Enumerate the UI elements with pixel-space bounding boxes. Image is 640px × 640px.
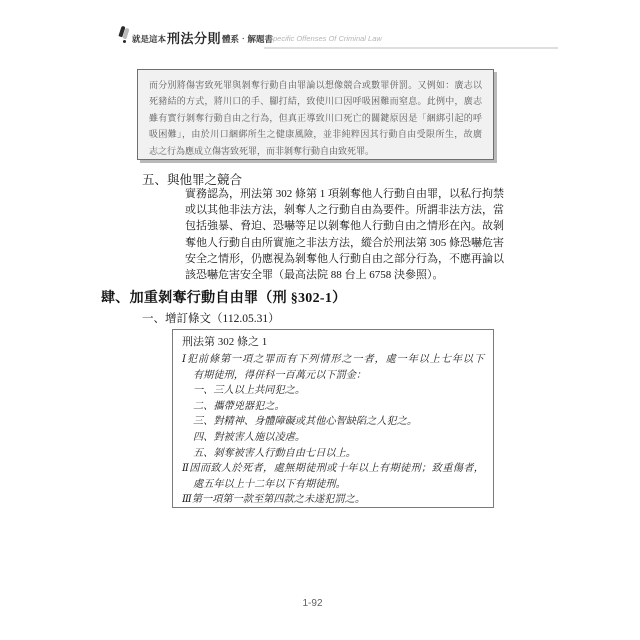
statute-line: Ⅱ因而致人於死者，處無期徒刑或十年以上有期徒刑；致重傷者， <box>182 463 484 475</box>
quote-line: 死豬結的方式，將川口的手、腳打結，致使川口因呼吸困難而窒息。此例中，廣志 <box>149 96 482 107</box>
brand-prefix: 就是這本 <box>132 34 167 44</box>
statute-article-title: 刑法第 302 條之 1 <box>182 336 268 348</box>
subsection-amendment-heading: 一、增訂條文（112.05.31） <box>142 313 280 325</box>
header-divider-rule <box>264 47 558 49</box>
exclamation-brush-icon <box>117 26 131 46</box>
paragraph-line: 實務認為，刑法第 302 條第 1 項剝奪他人行動自由罪，以私行拘禁 <box>185 188 504 200</box>
exclamation-dot <box>123 40 126 43</box>
brand-title: 刑法分則 <box>167 31 222 46</box>
paragraph-line: 安全之情形，仍應視為剝奪他人行動自由之部分行為，不應再論以 <box>185 252 504 265</box>
quote-line: 雖有實行剝奪行動自由之行為，但真正導致川口死亡的關鍵原因是「綑綁引起的呼 <box>149 112 482 123</box>
quote-line: 志之行為應成立傷害致死罪，而非剝奪行動自由致死罪。 <box>149 145 375 156</box>
page-number: 1-92 <box>302 598 323 609</box>
section-four-heading: 肆、加重剝奪行動自由罪（刑 §302-1） <box>101 291 347 306</box>
statute-item-line: 五、剝奪被害人行動自由七日以上。 <box>193 447 356 459</box>
statute-item-line: 二、攜帶兇器犯之。 <box>193 400 285 412</box>
paragraph-line: 該恐嚇危害安全罪（最高法院 88 台上 6758 決參照）。 <box>185 269 444 282</box>
section-five-paragraph <box>185 186 504 283</box>
statute-item-line: 三、對精神、身體障礙或其他心智缺陷之人犯之。 <box>193 416 418 428</box>
quote-line: 吸困難」，由於川口綑綁所生之健康風險，並非純粹因其行動自由受限所生，故廣 <box>149 129 482 140</box>
statute-article-box <box>172 329 494 508</box>
brand-english-subtitle: Specific Offenses Of Criminal Law <box>268 34 382 43</box>
statute-item-line: 四、對被害人施以凌虐。 <box>193 431 306 443</box>
quote-line: 而分別將傷害致死罪與剝奪行動自由罪論以想像競合或數罪併罰。又例如：廣志以 <box>149 80 482 90</box>
paragraph-line: 奪他人行動自由所實施之非法方法，縱合於刑法第 305 條恐嚇危害 <box>185 236 504 249</box>
statute-line: 有期徒刑，得併科一百萬元以下罰金： <box>193 369 367 381</box>
statute-item-line: 一、三人以上共同犯之。 <box>193 385 306 397</box>
paragraph-line: 或以其他非法方法，剝奪人之行動自由為要件。所謂非法方法，當 <box>185 204 504 217</box>
commentary-quote-box <box>137 69 494 160</box>
statute-line: Ⅰ犯前條第一項之罪而有下列情形之一者，處一年以上七年以下 <box>182 354 484 365</box>
section-five-heading: 五、與他罪之競合 <box>142 173 243 187</box>
statute-line: 處五年以上十二年以下有期徒刑。 <box>193 478 346 490</box>
statute-line: Ⅲ第一項第一款至第四款之未遂犯罰之。 <box>182 494 366 506</box>
brand-suffix: 體系‧解題書 <box>222 34 274 44</box>
paragraph-line: 包括強暴、脅迫、恐嚇等足以剝奪他人行動自由之情形在內。故剝 <box>185 220 504 233</box>
